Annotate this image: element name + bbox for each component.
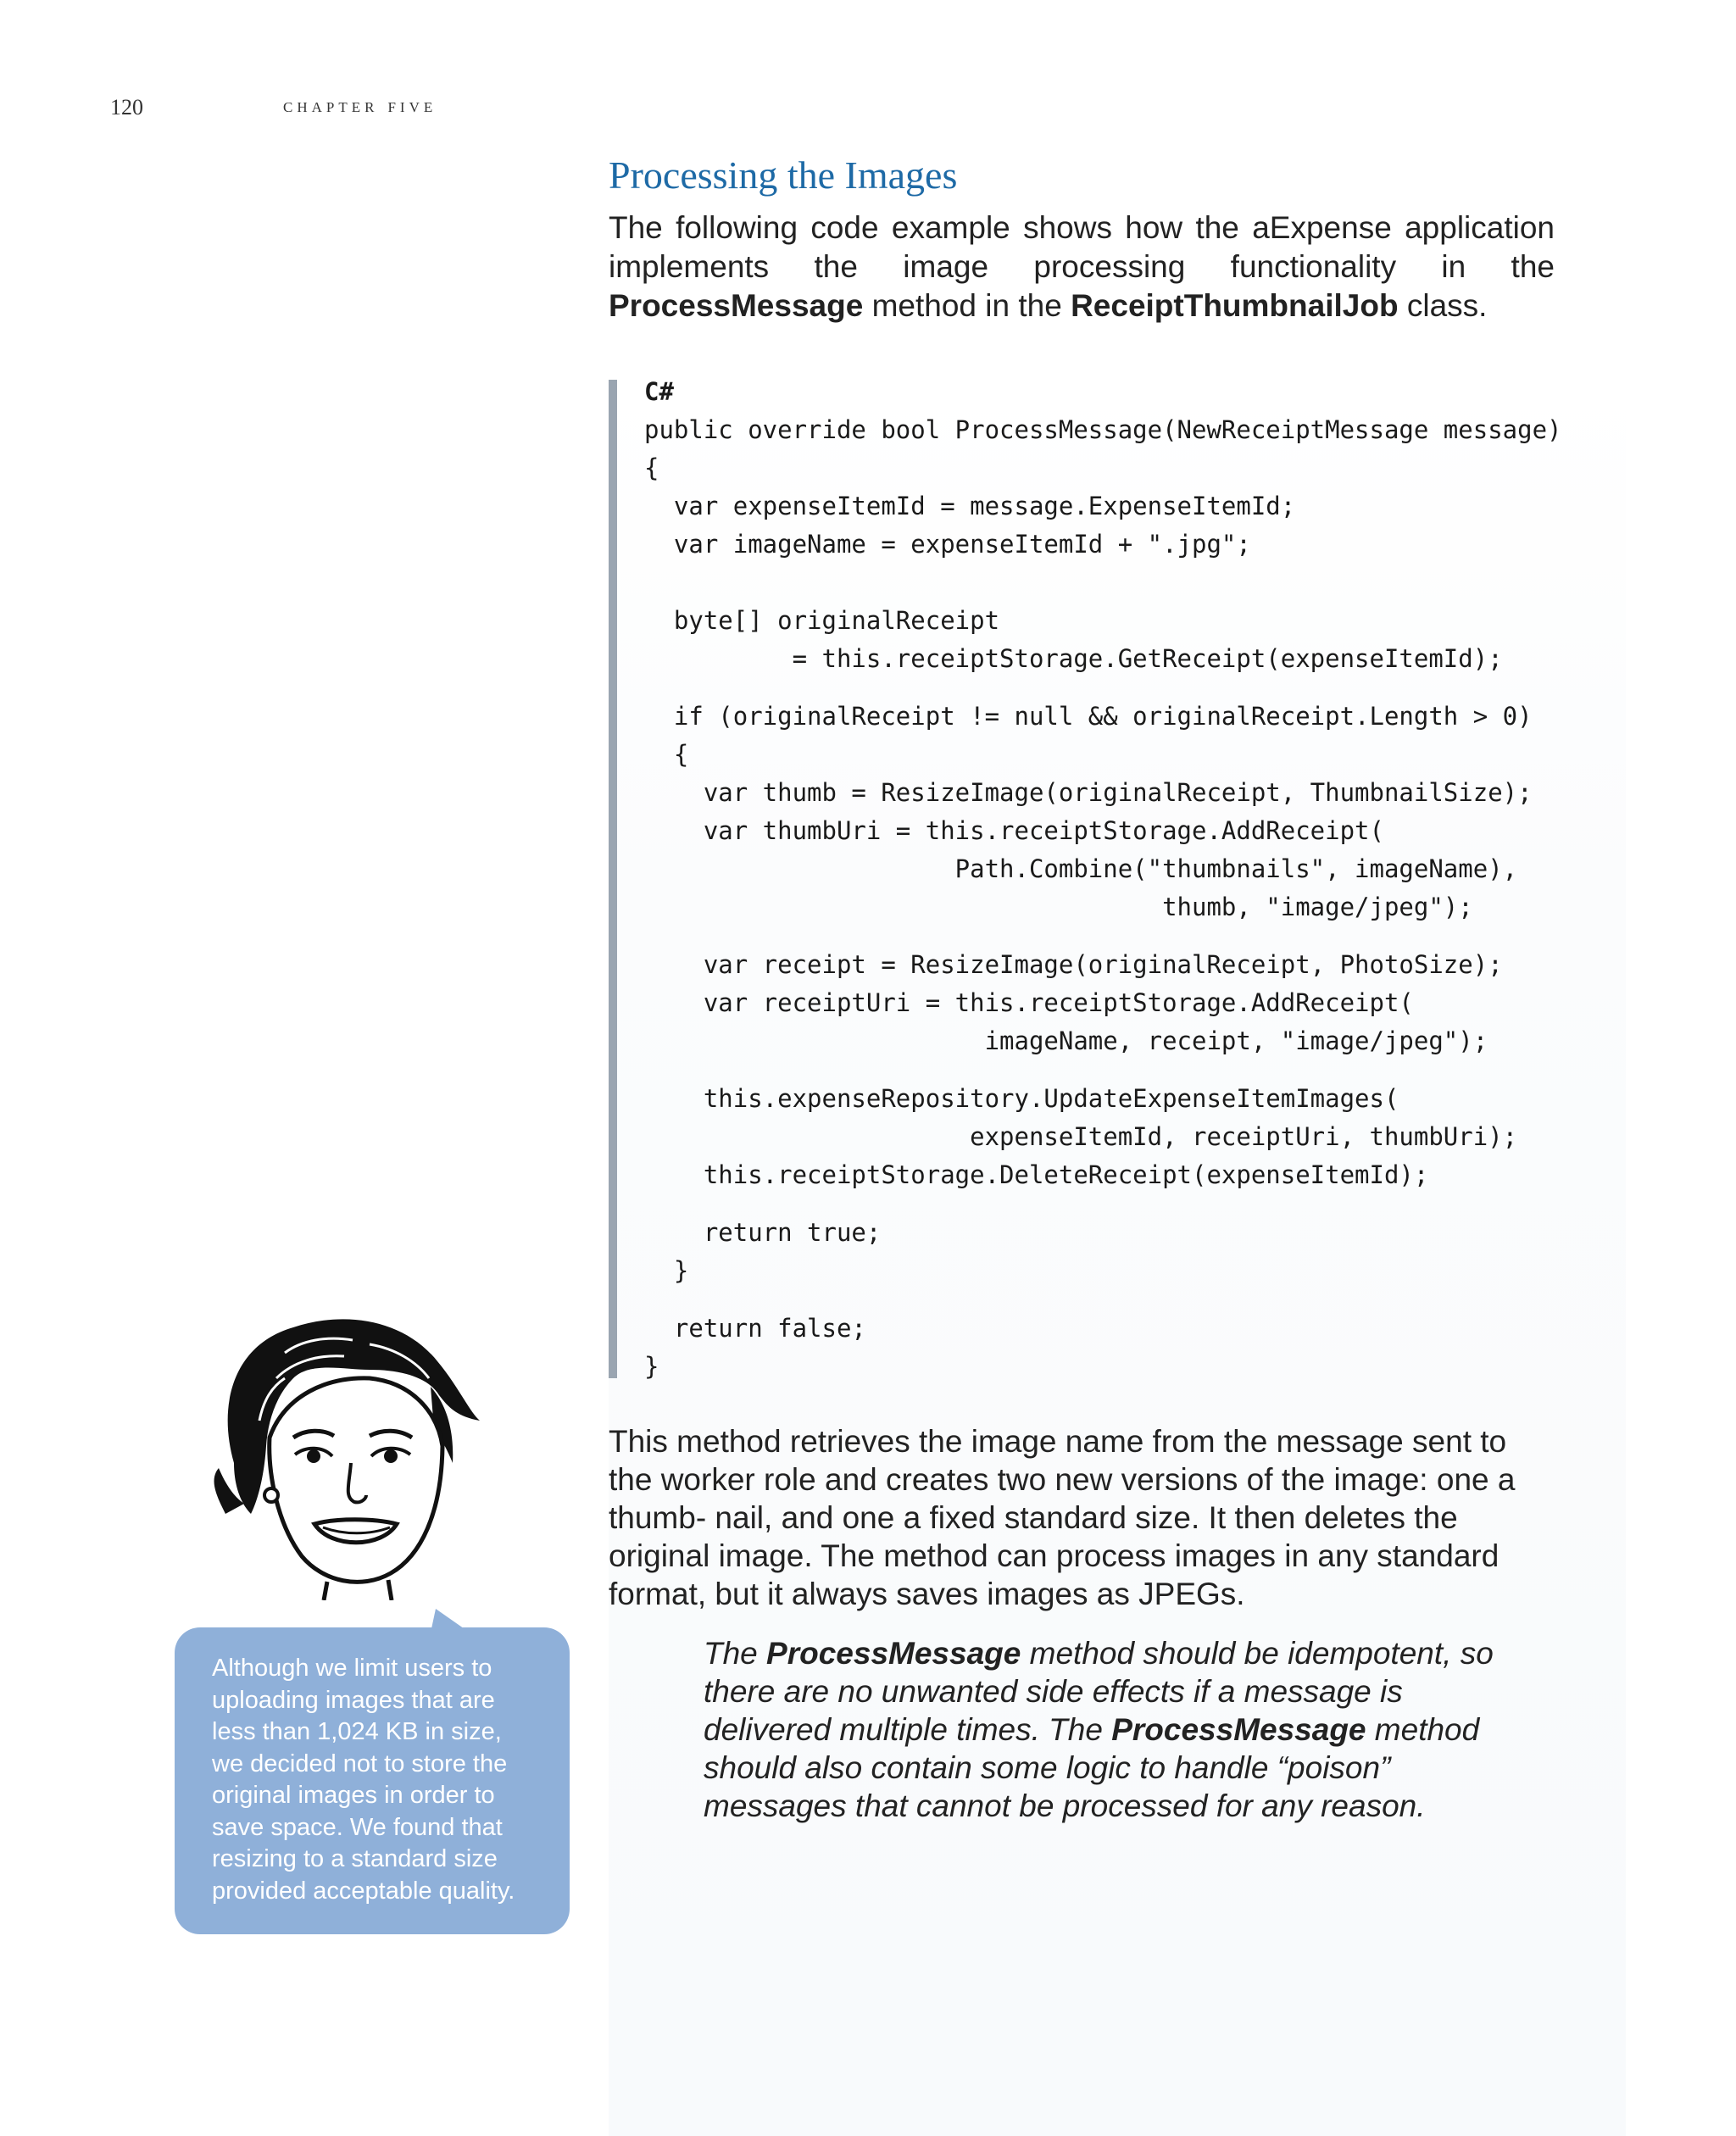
code-line: thumb, "image/jpeg"); — [644, 893, 1473, 921]
code-line: var expenseItemId = message.ExpenseItemId; — [644, 492, 1296, 520]
code-line: var thumb = ResizeImage(originalReceipt, ThumbnailSize); — [644, 778, 1533, 807]
code-block — [644, 373, 1562, 1386]
intro-bold-processmessage: ProcessMessage — [609, 288, 864, 323]
callout-text: Although we limit users to uploading images that are less than 1,024 KB in size, we decided not to store the original images in order to save space. We found that resizing to a standard size provided acceptable quality. — [212, 1655, 515, 1905]
code-line: var receipt = ResizeImage(originalReceipt, PhotoSize); — [644, 950, 1503, 979]
code-line: } — [644, 1352, 659, 1381]
intro-text-2: method in the — [863, 288, 1071, 323]
code-line: this.expenseRepository.UpdateExpenseItemImages( — [644, 1084, 1399, 1113]
code-line: return false; — [644, 1314, 866, 1343]
code-line: = this.receiptStorage.GetReceipt(expenseItemId); — [644, 644, 1503, 673]
code-line: expenseItemId, receiptUri, thumbUri); — [644, 1122, 1518, 1151]
code-line: return true; — [644, 1218, 882, 1247]
code-line: if (originalReceipt != null && originalReceipt.Length > 0) — [644, 702, 1533, 731]
code-line: { — [644, 740, 689, 769]
note-text-2: method should be idempotent, so there are no unwanted side effects if a message is delivered multiple times. The — [704, 1636, 1494, 1747]
body-paragraph: This method retrieves the image name from the message sent to the worker role and creates two new versions of the image: one a thumb- nail, and one a fixed standard size. It then deletes the original image. The method can process images in any standard format, but it always saves images as JPEGs. — [609, 1424, 1516, 1611]
code-accent-bar — [609, 380, 617, 1378]
code-line: Path.Combine("thumbnails", imageName), — [644, 854, 1518, 883]
note-paragraph — [704, 1634, 1517, 1825]
note-text-3: method should also contain some logic to handle “poison” messages that cannot be processed for any reason. — [704, 1712, 1480, 1823]
code-line: this.receiptStorage.DeleteReceipt(expenseItemId); — [644, 1160, 1429, 1189]
face-outline — [270, 1378, 442, 1583]
code-line: imageName, receipt, "image/jpeg"); — [644, 1026, 1488, 1055]
intro-paragraph — [609, 209, 1555, 325]
note-bold-processmessage: ProcessMessage — [766, 1636, 1021, 1671]
callout-bubble — [175, 1627, 570, 1934]
code-line: } — [644, 1256, 689, 1285]
intro-text-3: class. — [1398, 288, 1488, 323]
code-line: var imageName = expenseItemId + ".jpg"; — [644, 530, 1251, 559]
intro-text-1: The following code example shows how the aExpense application implements the image processing functionality in the — [609, 210, 1555, 284]
code-line: var receiptUri = this.receiptStorage.AddReceipt( — [644, 988, 1414, 1017]
code-language-label: C# — [644, 377, 674, 406]
code-line — [644, 564, 1562, 602]
note-text-1: The — [704, 1636, 767, 1671]
code-line: byte[] originalReceipt — [644, 606, 1000, 635]
page-number: 120 — [110, 95, 143, 120]
woman-portrait-icon — [200, 1302, 485, 1600]
running-head: chapter five — [283, 95, 437, 117]
code-line: { — [644, 453, 659, 482]
code-line: public override bool ProcessMessage(NewReceiptMessage message) — [644, 415, 1562, 444]
intro-bold-classname: ReceiptThumbnailJob — [1071, 288, 1399, 323]
code-line: var thumbUri = this.receiptStorage.AddReceipt( — [644, 816, 1384, 845]
section-title: Processing the Images — [609, 153, 958, 197]
note-bold-processmessage: ProcessMessage — [1111, 1712, 1366, 1747]
